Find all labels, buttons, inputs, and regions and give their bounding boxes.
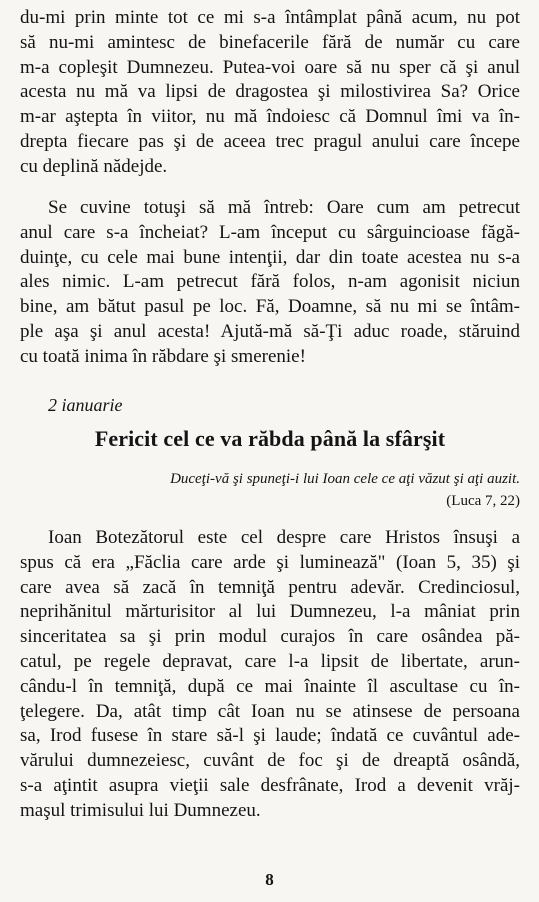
text-line: duinţe, cu cele mai bune intenţii, dar din toate acestea nu s-a bbox=[20, 246, 520, 268]
text-line: m-a copleşit Dumnezeu. Putea-voi oare să nu sper că şi anul bbox=[20, 56, 520, 78]
text-line: maşul trimisului lui Dumnezeu. bbox=[20, 799, 261, 821]
text-line: care avea să zacă în temniţă pentru adevăr. Credinciosul, bbox=[20, 576, 520, 598]
motto-quote: Duceţi-vă şi spuneţi-i lui Ioan cele ce aţi văzut şi aţi auzit. bbox=[170, 471, 520, 487]
text-line: Se cuvine totuşi să mă întreb: Oare cum am petrecut bbox=[48, 197, 520, 218]
text-line: du-mi prin minte tot ce mi s-a întâmplat până acum, nu pot bbox=[20, 7, 520, 28]
text-line: vărului dumnezeiesc, cuvânt de foc şi de dreaptă osândă, bbox=[20, 750, 520, 772]
text-line: ales nimic. L-am petrecut fără folos, n-am agonisit niciun bbox=[20, 271, 520, 293]
text-line: cu deplină nădejde. bbox=[20, 155, 168, 177]
text-line: acesta nu mă va lipsi de dragostea şi milostivirea Sa? Orice bbox=[20, 81, 520, 103]
paragraph-reflection bbox=[20, 196, 520, 370]
text-line: ţelegere. Da, atât timp cât Ioan nu se atinsese de persoana bbox=[20, 700, 520, 722]
motto-reference: (Luca 7, 22) bbox=[446, 493, 520, 509]
text-line: drepta fiecare pas şi de aceea trec pragul anului care începe bbox=[20, 130, 520, 152]
paragraph-continuation bbox=[20, 6, 520, 180]
text-line: ple aşa şi anul acesta! Ajută-mă să-Ţi aduc roade, stăruind bbox=[20, 320, 520, 342]
text-line: Ioan Botezătorul este cel despre care Hristos însuşi a bbox=[48, 527, 520, 548]
text-line: catul, pe regele depravat, care l-a lipsit de libertate, arun- bbox=[20, 650, 520, 672]
text-line: m-ar aştepta în viitor, nu mă îndoiesc că Domnul îmi va în- bbox=[20, 106, 520, 128]
text-line: să nu-mi amintesc de binefacerile fără de număr cu care bbox=[20, 31, 520, 53]
entry-date: 2 ianuarie bbox=[48, 395, 123, 415]
text-line: cându-l în temniţă, după ce mai înainte îl ascultase cu în- bbox=[20, 675, 520, 697]
entry-title: Fericit cel ce va răbda până la sfârşit bbox=[94, 426, 446, 451]
paragraph-body bbox=[20, 526, 520, 824]
text-line: anul care s-a încheiat? L-am început cu sârguincioase făgă- bbox=[20, 221, 520, 243]
text-line: s-a aţintit asupra vieţii sale desfrânate, Irod a devenit vrăj- bbox=[20, 774, 520, 796]
text-line: bine, am bătut pasul pe loc. Fă, Doamne, să nu mi se întâm- bbox=[20, 296, 520, 318]
text-line: sa, Irod fusese în stare să-l şi laude; îndată ce cuvântul ade- bbox=[20, 725, 520, 747]
text-line: neprihănitul mărturisitor al lui Dumnezeu, l-a mâniat prin bbox=[20, 601, 520, 623]
text-line: cu toată inima în răbdare şi smerenie! bbox=[20, 345, 306, 367]
text-line: spus că era „Făclia care arde şi luminează" (Ioan 5, 35) şi bbox=[20, 551, 520, 573]
page-number: 8 bbox=[265, 870, 274, 889]
text-line: sinceritatea sa şi prin modul curajos în care osândea pă- bbox=[20, 626, 520, 648]
